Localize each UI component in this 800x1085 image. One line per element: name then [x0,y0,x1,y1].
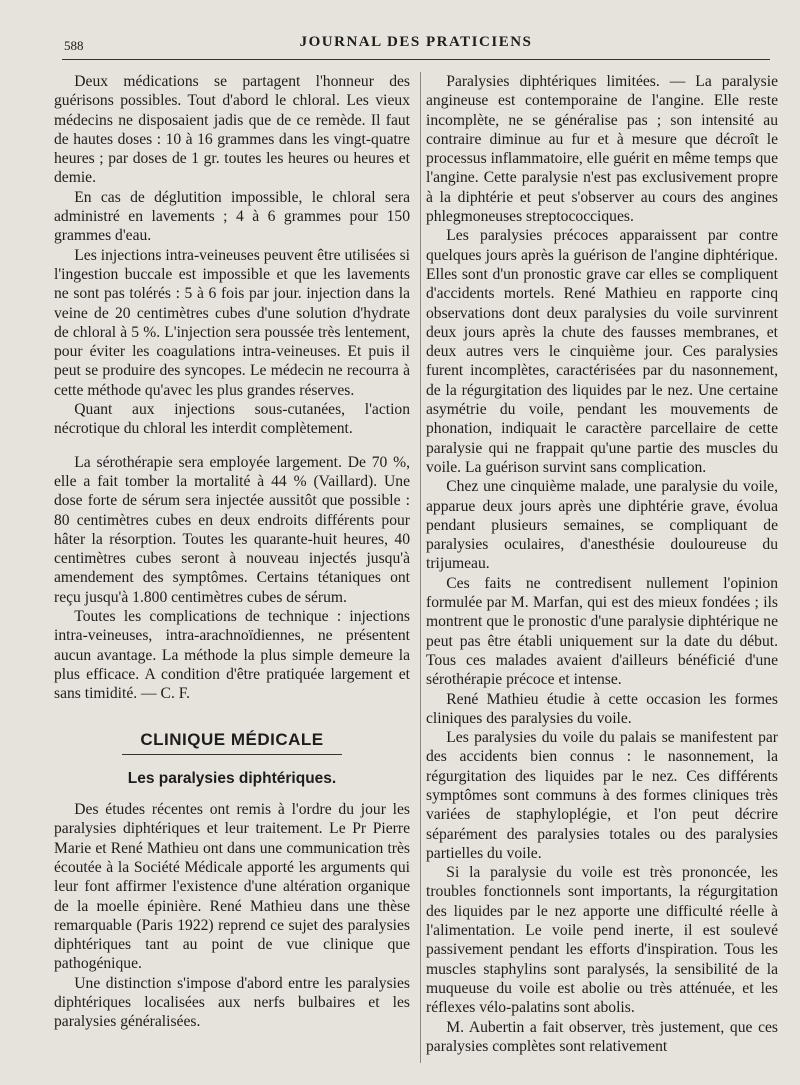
paragraph: Paralysies diphtériques limitées. — La paralysie angineuse est contemporaine de l'angine. Elle reste incomplète, ne se généralise pas ; son intensité au contraire diminue au fur et à mesure que décroît le processus inflammatoire, elle guérit en même temps que l'angine. Cette paralysie n'est pas exclusivement propre à la diphtérie et peut s'observer au cours des angines phlegmoneuses streptococciques. [426,73,778,226]
paragraph: René Mathieu étudie à cette occasion les formes cliniques des paralysies du voile. [426,690,778,727]
page-number: 588 [64,38,84,53]
paragraph: En cas de déglutition impossible, le chloral sera administré en lavements ; 4 à 6 grammes pour 150 grammes d'eau. [54,188,410,245]
header-rule [62,59,770,60]
paragraph: Deux médications se partagent l'honneur des guérisons possibles. Tout d'abord le chloral. Les vieux médecins ne disposaient jadis que de ce remède. Il faut de hautes doses : 10 à 16 grammes dans les vingt-quatre heures ; par doses de 1 gr. toutes les heures ou heures et demie. [54,73,410,187]
paragraph: Ces faits ne contredisent nullement l'opinion formulée par M. Marfan, qui est des mieux fondées ; ils montrent que le pronostic d'une paralysie diphtérique ne peut pas être établi uniquement sur la date du début. Tous ces malades avaient d'ailleurs bénéficié d'une sérothérapie précoce et intense. [426,574,778,689]
paragraph: Les paralysies précoces apparaissent par contre quelques jours après la guérison de l'angine diphtérique. Elles sont d'un pronostic grave car elles se compliquent d'accidents mortels. René Mathieu en rapporte cinq observations dont deux paralysies du voile survinrent deux jours après la chute des fausses membranes, et deux autres vers le cinquième jour. Ces paralysies furent incomplètes, caractérisées par du nasonnement, de la régurgitation des liquides par le nez. Une certaine asymétrie du voile, pendant les mouvements de phonation, indiquait le caractère parcellaire de cette paralysie qui ne frappait qu'une partie des muscles du voile. La guérison survint sans complication. [426,227,778,476]
section-heading-rule [122,754,342,755]
column-divider [420,72,421,1063]
paragraph: Toutes les complications de technique : injections intra-veineuses, intra-arachnoïdiennes, ne présentent aucun avantage. La méthode la plus simple demeure la plus efficace. A condition d'être pratiquée largement et sans timidité. — C. F. [54,608,410,703]
paragraph: Les injections intra-veineuses peuvent être utilisées si l'ingestion buccale est impossible et que les lavements ne sont pas tolérés : 5 à 6 fois par jour. injection dans la veine de 20 centimètres cubes d'une solution d'hydrate de chloral à 5 %. L'injection sera poussée très lentement, pour éviter les coagulations intra-veineuses. Et puis il peut se produire des syncopes. Le médecin ne recourra à cette méthode qu'avec les plus grandes réserves. [54,246,410,399]
paragraph: M. Aubertin a fait observer, très justement, que ces paralysies complètes sont relativement [426,1018,778,1055]
left-column [54,72,410,1032]
section-heading-text: CLINIQUE MÉDICALE [140,729,324,749]
paragraph: Quant aux injections sous-cutanées, l'action nécrotique du chloral les interdit complètement. [54,401,410,438]
paragraph: Les paralysies du voile du palais se manifestent par des accidents bien connus : le nasonnement, la régurgitation des liquides par le nez. Ces différents symptômes sont communs à des formes cliniques très variées de staphyloplégie, et l'on peut décrire séparément des paralysies totales ou des paralysies partielles du voile. [426,729,778,862]
running-head: JOURNAL DES PRATICIENS [299,34,533,50]
article-title: Les paralysies diphtériques. [127,769,337,787]
paragraph: Si la paralysie du voile est très prononcée, les troubles fonctionnels sont importants, la régurgitation des liquides par le nez apporte une difficulté réelle à l'alimentation. Le voile pend inerte, il est soulevé passivement pendant les efforts d'inspiration. Tous les muscles staphylins sont paralysés, la sensibilité de la muqueuse du voile est abolie ou très atténuée, et les réflexes vélo-palatins sont abolis. [426,864,778,1017]
paragraph: Chez une cinquième malade, une paralysie du voile, apparue deux jours après une diphtérie grave, évolua pendant plusieurs semaines, se compliquant de paralysies oculaires, d'anesthésie douloureuse du trijumeau. [426,478,778,573]
paragraph: Des études récentes ont remis à l'ordre du jour les paralysies diphtériques et leur traitement. Le Pr Pierre Marie et René Mathieu ont dans une communication très écoutée à la Société Médicale apporté les arguments qui leur font affirmer l'existence d'une altération organique de la moelle épinière. René Mathieu dans une thèse remarquable (Paris 1922) reprend ce sujet des paralysies diphtériques tant au point de vue clinique que pathogénique. [54,801,410,973]
paragraph: La sérothérapie sera employée largement. De 70 %, elle a fait tomber la mortalité à 44 % (Vaillard). Une dose forte de sérum sera injectée aussitôt que possible : 80 centimètres cubes en deux endroits différents pour hâter la résorption. Toutes les quarante-huit heures, 40 centimètres cubes seront à nouveau injectés jusqu'à amendement des symptômes. Certains tétaniques ont reçu jusqu'à 1.800 centimètres cubes de sérum. [54,453,410,606]
paragraph: Une distinction s'impose d'abord entre les paralysies diphtériques localisées aux nerfs bulbaires et les paralysies généralisées. [54,974,410,1031]
page-header [62,34,770,56]
right-column [426,72,778,1056]
section-heading [54,730,410,755]
